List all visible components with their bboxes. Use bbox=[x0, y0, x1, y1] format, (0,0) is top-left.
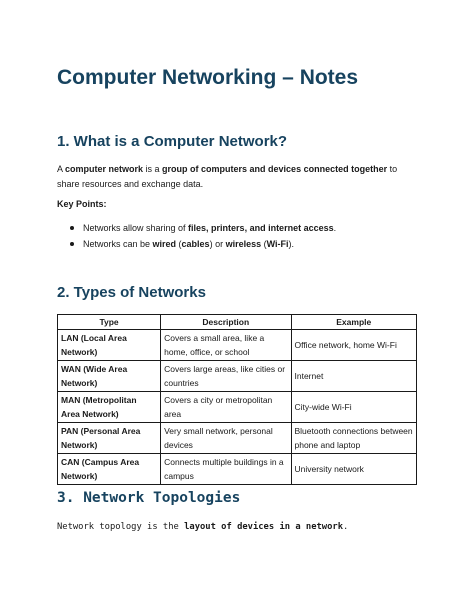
text-run: Network topology is the bbox=[57, 522, 185, 532]
text-run: . bbox=[343, 522, 349, 532]
text-run: Networks allow sharing of bbox=[83, 223, 189, 233]
text-run: Networks can be bbox=[83, 239, 153, 249]
bold-run: cables bbox=[181, 239, 210, 249]
page-title: Computer Networking – Notes bbox=[57, 66, 359, 89]
table-row bbox=[58, 392, 417, 423]
text-run: ). bbox=[288, 239, 295, 249]
column-header-example: Example bbox=[291, 315, 417, 330]
key-points-list bbox=[70, 221, 336, 253]
text-run: to share resources and exchange data. bbox=[57, 164, 398, 189]
text-run: ( bbox=[176, 239, 182, 249]
cell-type: MAN (Metropolitan Area Network) bbox=[58, 392, 161, 423]
definition-paragraph bbox=[57, 162, 422, 192]
table-row bbox=[58, 454, 417, 485]
cell-description: Covers a city or metropolitan area bbox=[161, 392, 291, 423]
cell-example: Bluetooth connections between phone and laptop bbox=[291, 423, 417, 454]
cell-description: Very small network, personal devices bbox=[161, 423, 291, 454]
bold-run: layout of devices in a network bbox=[184, 522, 343, 532]
cell-type: WAN (Wide Area Network) bbox=[58, 361, 161, 392]
cell-example: Office network, home Wi-Fi bbox=[291, 330, 417, 361]
bullet-icon bbox=[70, 226, 74, 230]
section-heading-types-of-networks: 2. Types of Networks bbox=[57, 284, 206, 301]
table-row bbox=[58, 423, 417, 454]
bold-run: wired bbox=[152, 239, 177, 249]
cell-description: Covers large areas, like cities or countries bbox=[161, 361, 291, 392]
bold-run: Wi-Fi bbox=[266, 239, 289, 249]
text-run: ) or bbox=[209, 239, 226, 249]
list-item bbox=[70, 237, 336, 253]
section-heading-what-is-network: 1. What is a Computer Network? bbox=[57, 133, 288, 150]
cell-type: LAN (Local Area Network) bbox=[58, 330, 161, 361]
bold-run: files, printers, and internet access bbox=[188, 223, 334, 233]
cell-description: Covers a small area, like a home, office, or school bbox=[161, 330, 291, 361]
column-header-description: Description bbox=[161, 315, 291, 330]
text-run: . bbox=[333, 223, 337, 233]
section-heading-network-topologies: 3. Network Topologies bbox=[57, 490, 241, 506]
table-row bbox=[58, 330, 417, 361]
text-run: ( bbox=[261, 239, 267, 249]
topology-paragraph bbox=[57, 522, 348, 532]
cell-description: Connects multiple buildings in a campus bbox=[161, 454, 291, 485]
text-run: A bbox=[57, 164, 66, 174]
cell-type: CAN (Campus Area Network) bbox=[58, 454, 161, 485]
bullet-icon bbox=[70, 242, 74, 246]
list-item bbox=[70, 221, 336, 237]
bold-run: group of computers and devices connected together bbox=[162, 164, 388, 174]
bold-run: computer network bbox=[65, 164, 144, 174]
text-run: is a bbox=[143, 164, 163, 174]
bold-run: wireless bbox=[225, 239, 262, 249]
column-header-type: Type bbox=[58, 315, 161, 330]
cell-example: Internet bbox=[291, 361, 417, 392]
table-row bbox=[58, 361, 417, 392]
table-header-row bbox=[58, 315, 417, 330]
network-types-table bbox=[57, 314, 417, 485]
cell-example: University network bbox=[291, 454, 417, 485]
key-points-label: Key Points: bbox=[57, 199, 107, 209]
cell-type: PAN (Personal Area Network) bbox=[58, 423, 161, 454]
cell-example: City-wide Wi-Fi bbox=[291, 392, 417, 423]
